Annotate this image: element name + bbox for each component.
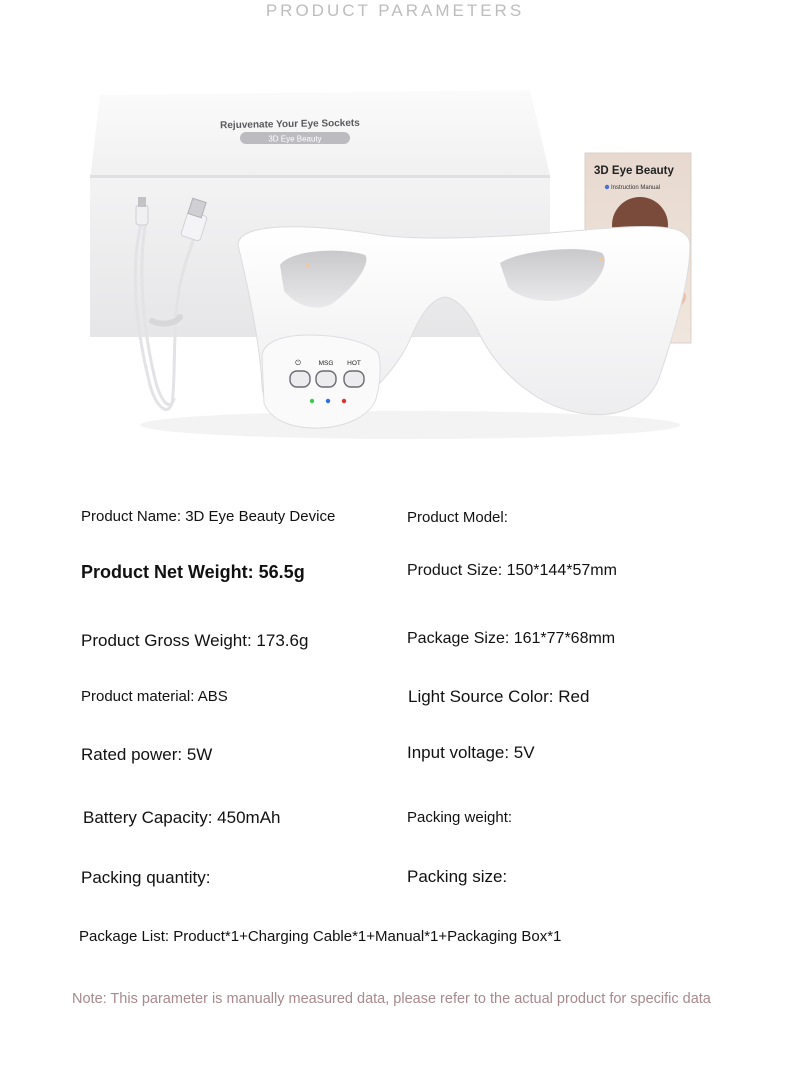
disclaimer-note: Note: This parameter is manually measured data, please refer to the actual product for specific data: [72, 991, 711, 1007]
msg-button: [316, 371, 336, 387]
spec-package-list: Package List: Product*1+Charging Cable*1+Manual*1+Packaging Box*1: [79, 928, 562, 945]
spec-net-weight: Product Net Weight: 56.5g: [81, 562, 305, 582]
spec-product-name: Product Name: 3D Eye Beauty Device: [81, 508, 336, 525]
spec-packing-weight: Packing weight:: [407, 809, 513, 826]
page-title: PRODUCT PARAMETERS: [265, 1, 525, 20]
spec-material: Product material: ABS: [81, 688, 228, 705]
manual-title: 3D Eye Beauty: [594, 165, 674, 177]
led-blue: [326, 399, 330, 403]
product-photo: [80, 85, 720, 455]
manual-subtitle: Instruction Manual: [611, 185, 661, 191]
hot-button: [344, 371, 364, 387]
hot-label: HOT: [347, 360, 361, 367]
led-green: [310, 399, 314, 403]
spec-input-voltage: Input voltage: 5V: [407, 743, 535, 762]
spec-battery: Battery Capacity: 450mAh: [83, 808, 281, 827]
box-slogan: Rejuvenate Your Eye Sockets: [220, 117, 360, 132]
spec-gross-weight: Product Gross Weight: 173.6g: [81, 631, 309, 650]
box-brand: 3D Eye Beauty: [268, 134, 322, 144]
spec-rated-power: Rated power: 5W: [81, 745, 213, 764]
power-label: ⏻: [295, 359, 301, 367]
msg-label: MSG: [318, 360, 334, 367]
spec-product-model: Product Model:: [407, 509, 508, 526]
led-red: [342, 399, 346, 403]
spec-light-color: Light Source Color: Red: [408, 687, 590, 706]
spec-packing-size: Packing size:: [407, 867, 508, 886]
spec-packing-quantity: Packing quantity:: [81, 868, 211, 887]
spec-product-size: Product Size: 150*144*57mm: [407, 562, 617, 579]
power-button: [290, 371, 310, 387]
spec-package-size: Package Size: 161*77*68mm: [407, 630, 616, 647]
